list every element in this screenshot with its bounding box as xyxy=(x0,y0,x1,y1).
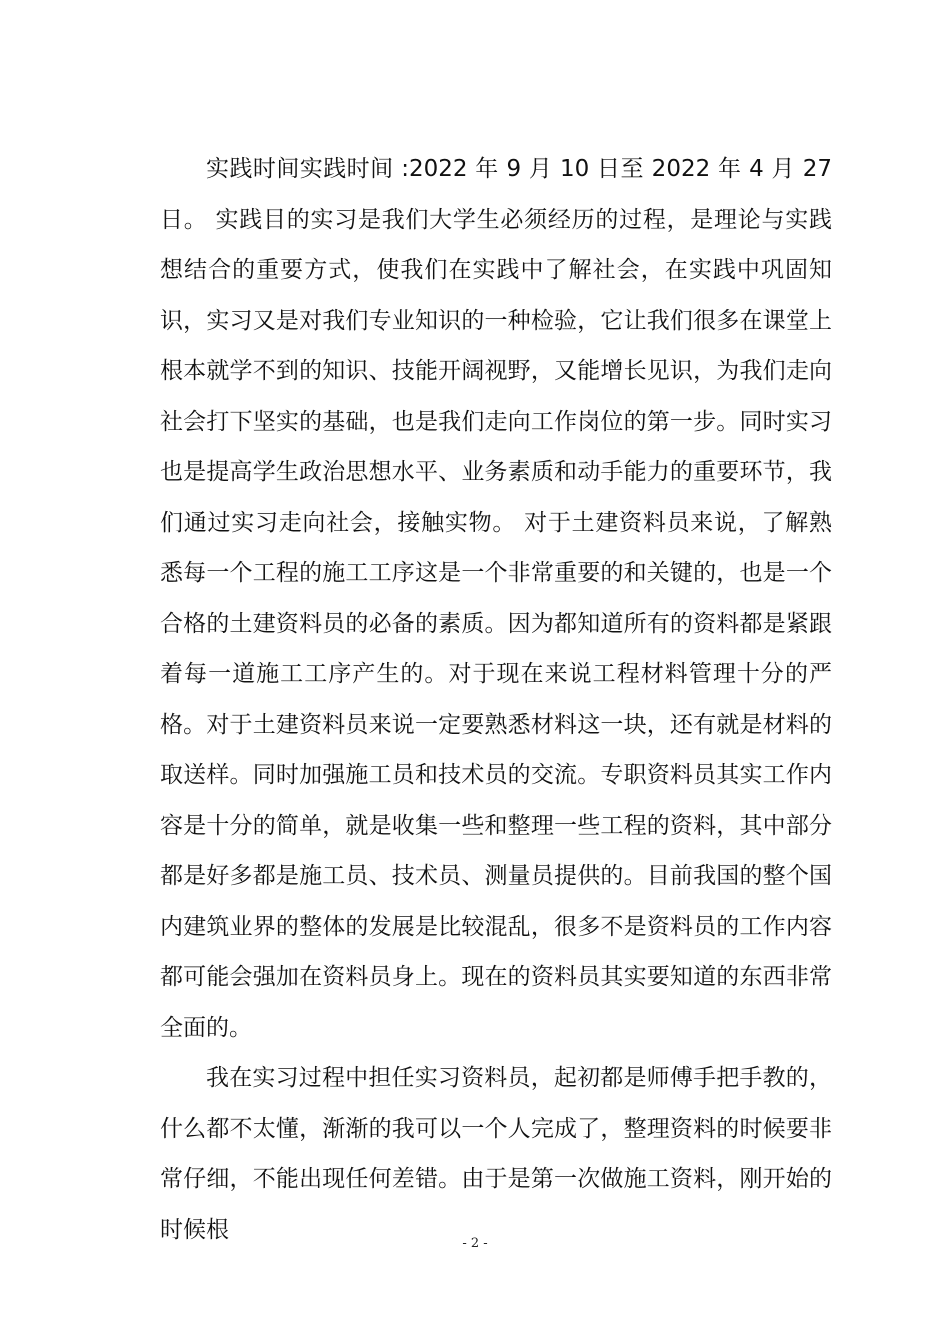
page-body xyxy=(160,144,832,1255)
page-number: - 2 - xyxy=(462,1236,488,1251)
body-paragraph-2: 我在实习过程中担任实习资料员，起初都是师傅手把手教的，什么都不太懂，渐渐的我可以一个人完成了，整理资料的时候要非常仔细，不能出现任何差错。由于是第一次做施工资料，刚开始的时候根 xyxy=(160,1065,832,1243)
body-paragraph-1: 实践时间实践时间 :2022 年 9 月 10 日至 2022 年 4 月 27 日。 实践目的实习是我们大学生必须经历的过程，是理论与实践想结合的重要方式，使我们在实践中了解社会，在实践中巩固知识，实习又是对我们专业知识的一种检验，它让我们很多在课堂上根本就学不到的知识、技能开阔视野，又能增长见识，为我们走向社会打下坚实的基础，也是我们走向工作岗位的第一步。同时实习也是提高学生政治思想水平、业务素质和动手能力的重要环节，我们通过实习走向社会，接触实物。 对于土建资料员来说，了解熟悉每一个工程的施工工序这是一个非常重要的和关键的，也是一个合格的土建资料员的必备的素质。因为都知道所有的资料都是紧跟着每一道施工工序产生的。对于现在来说工程材料管理十分的严格。对于土建资料员来说一定要熟悉材料这一块，还有就是材料的取送样。同时加强施工员和技术员的交流。专职资料员其实工作内容是十分的简单，就是收集一些和整理一些工程的资料，其中部分都是好多都是施工员、技术员、测量员提供的。目前我国的整个国内建筑业界的整体的发展是比较混乱，很多不是资料员的工作内容都可能会强加在资料员身上。现在的资料员其实要知道的东西非常全面的。 xyxy=(160,156,832,1041)
